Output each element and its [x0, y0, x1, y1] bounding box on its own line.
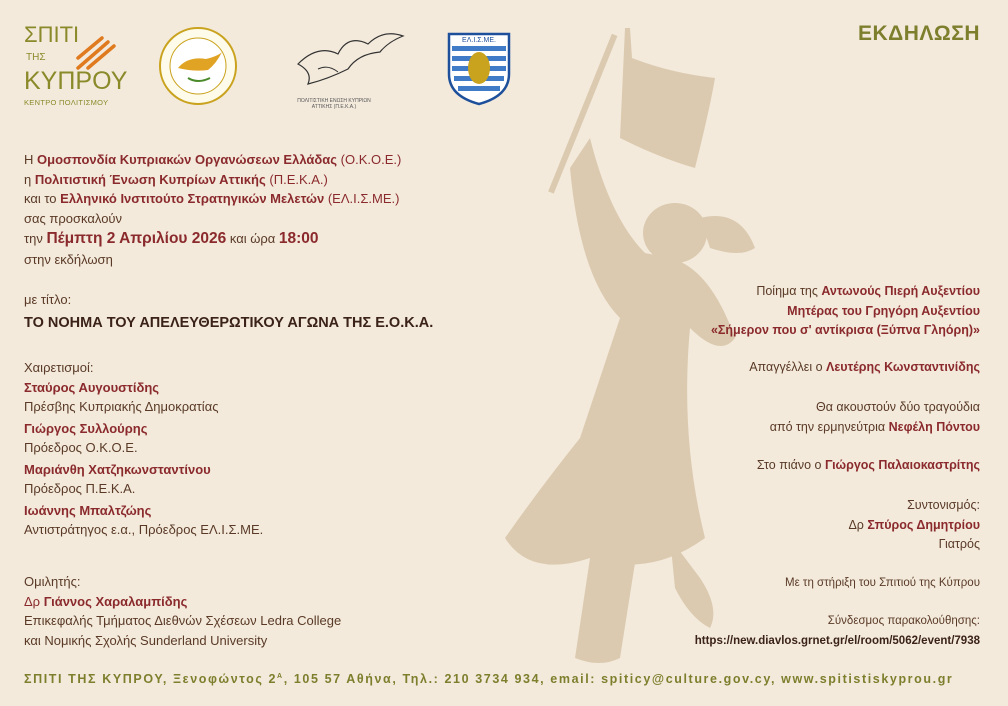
event-label: ΕΚΔΗΛΩΣΗ — [857, 22, 980, 45]
logo-line-4: ΚΕΝΤΡΟ ΠΟΛΙΤΙΣΜΟΥ — [24, 98, 109, 107]
dove-icon — [288, 24, 408, 96]
statue-silhouette-image — [470, 18, 760, 678]
title-block — [24, 290, 433, 333]
greeter-role: Πρέσβης Κυπριακής Δημοκρατίας — [24, 399, 219, 414]
footer-part-1: ΣΠΙΤΙ ΤΗΣ ΚΥΠΡΟΥ, Ξενοφώντος 2 — [24, 672, 278, 686]
invitation-line-2: η Πολιτιστική Ένωση Κυπρίων Αττικής (Π.Ε.Κ.Α.) — [24, 171, 328, 187]
logo-line-3: ΚΥΠΡΟΥ — [24, 67, 128, 95]
support-line: Με τη στήριξη του Σπιτιού της Κύπρου — [785, 577, 980, 589]
footer-contact — [24, 672, 980, 686]
poem-line-2: Μητέρας του Γρηγόρη Αυξεντίου — [787, 303, 980, 318]
coordinator-block — [848, 496, 980, 555]
event-title: ΤΟ ΝΟΗΜΑ ΤΟΥ ΑΠΕΛΕΥΘΕΡΩΤΙΚΟΥ ΑΓΩΝΑ ΤΗΣ Ε.Ο.Κ.Α. — [24, 314, 434, 331]
speaker-name-line: Δρ Γιάννος Χαραλαμπίδης — [24, 593, 188, 609]
link-block — [695, 612, 980, 651]
greeter-role: Πρόεδρος Π.Ε.Κ.Α. — [24, 481, 136, 496]
greeter-role: Πρόεδρος Ο.Κ.Ο.Ε. — [24, 440, 138, 455]
link-label: Σύνδεσμος παρακολούθησης: — [827, 615, 980, 627]
speaker-role-1: Επικεφαλής Τμήματος Διεθνών Σχέσεων Ledra College — [24, 613, 342, 628]
greetings-label: Χαιρετισμοί: — [24, 360, 94, 375]
logo-line-2: ΤΗΣ — [26, 52, 46, 63]
footer-part-2: , 105 57 Αθήνα, Τηλ.: 210 3734 934, email: spiticy@culture.gov.cy, www.spitistiskyprou.gr — [283, 672, 954, 686]
stream-link[interactable]: https://new.diavlos.grnet.gr/el/room/5062/event/7938 — [694, 634, 980, 647]
poem-title: «Σήμερον που σ' αντίκρισα (Ξύπνα Γληόρη)» — [710, 323, 980, 337]
greeter-name: Γιώργος Συλλούρης — [24, 420, 148, 436]
peka-dove-logo — [288, 24, 408, 112]
coordinator-name-line: Δρ Σπύρος Δημητρίου — [848, 517, 980, 532]
invitation-line-4: σας προσκαλούν — [24, 210, 123, 226]
songs-block — [770, 398, 980, 437]
title-label: με τίτλο: — [24, 292, 72, 307]
okoe-seal-logo — [158, 26, 238, 106]
recitation-line: Απαγγέλλει ο Λευτέρης Κωνσταντινίδης — [749, 360, 980, 374]
greeter-name: Ιωάννης Μπαλτζώης — [24, 502, 152, 518]
dove-caption: ΠΟΛΙΤΙΣΤΙΚΗ ΕΝΩΣΗ ΚΥΠΡΙΩΝ ΑΤΤΙΚΗΣ (Π.Ε.Κ.Α.) — [297, 98, 371, 110]
logo-stripes-icon — [74, 36, 118, 70]
greeter-name: Σταύρος Αυγουστίδης — [24, 379, 160, 395]
invitation-line-6: στην εκδήλωση — [24, 252, 113, 267]
poem-block — [711, 282, 980, 341]
speaker-block — [24, 572, 341, 650]
greeter-name: Μαριάνθη Χατζηκωνσταντίνου — [24, 461, 211, 477]
logo-line-1: ΣΠΙΤΙ — [24, 22, 80, 47]
greeter-role: Αντιστράτηγος ε.α., Πρόεδρος ΕΛ.Ι.Σ.ΜΕ. — [24, 522, 264, 537]
coordinator-label: Συντονισμός: — [907, 498, 980, 512]
speaker-role-2: και Νομικής Σχολής Sunderland University — [24, 632, 268, 648]
speaker-label: Ομιλητής: — [24, 574, 81, 589]
invitation-line-1: Η Ομοσπονδία Κυπριακών Οργανώσεων Ελλάδας (Ο.Κ.Ο.Ε.) — [24, 152, 402, 167]
spiti-tis-kyprou-logo — [24, 22, 128, 112]
elisme-shield-logo — [446, 26, 512, 106]
event-datetime: την Πέμπτη 2 Απριλίου 2026 και ώρα 18:00 — [24, 230, 319, 247]
coordinator-role: Γιατρός — [938, 537, 980, 551]
songs-line-1: Θα ακουστούν δύο τραγούδια — [815, 400, 980, 414]
poem-author-line: Ποίημα της Αντωνούς Πιερή Αυξεντίου — [756, 284, 980, 298]
shield-text: ΕΛ.Ι.Σ.ΜΕ. — [462, 37, 496, 44]
invitation-block — [24, 150, 401, 270]
songs-line-2: από την ερμηνεύτρια Νεφέλη Πόντου — [769, 419, 980, 434]
piano-line: Στο πιάνο ο Γιώργος Παλαιοκαστρίτης — [756, 458, 980, 472]
invitation-line-3: και το Ελληνικό Ινστιτούτο Στρατηγικών Μελετών (ΕΛ.Ι.Σ.ΜΕ.) — [24, 191, 400, 206]
footer-sup: Α — [277, 672, 284, 680]
greetings-block — [24, 358, 263, 540]
